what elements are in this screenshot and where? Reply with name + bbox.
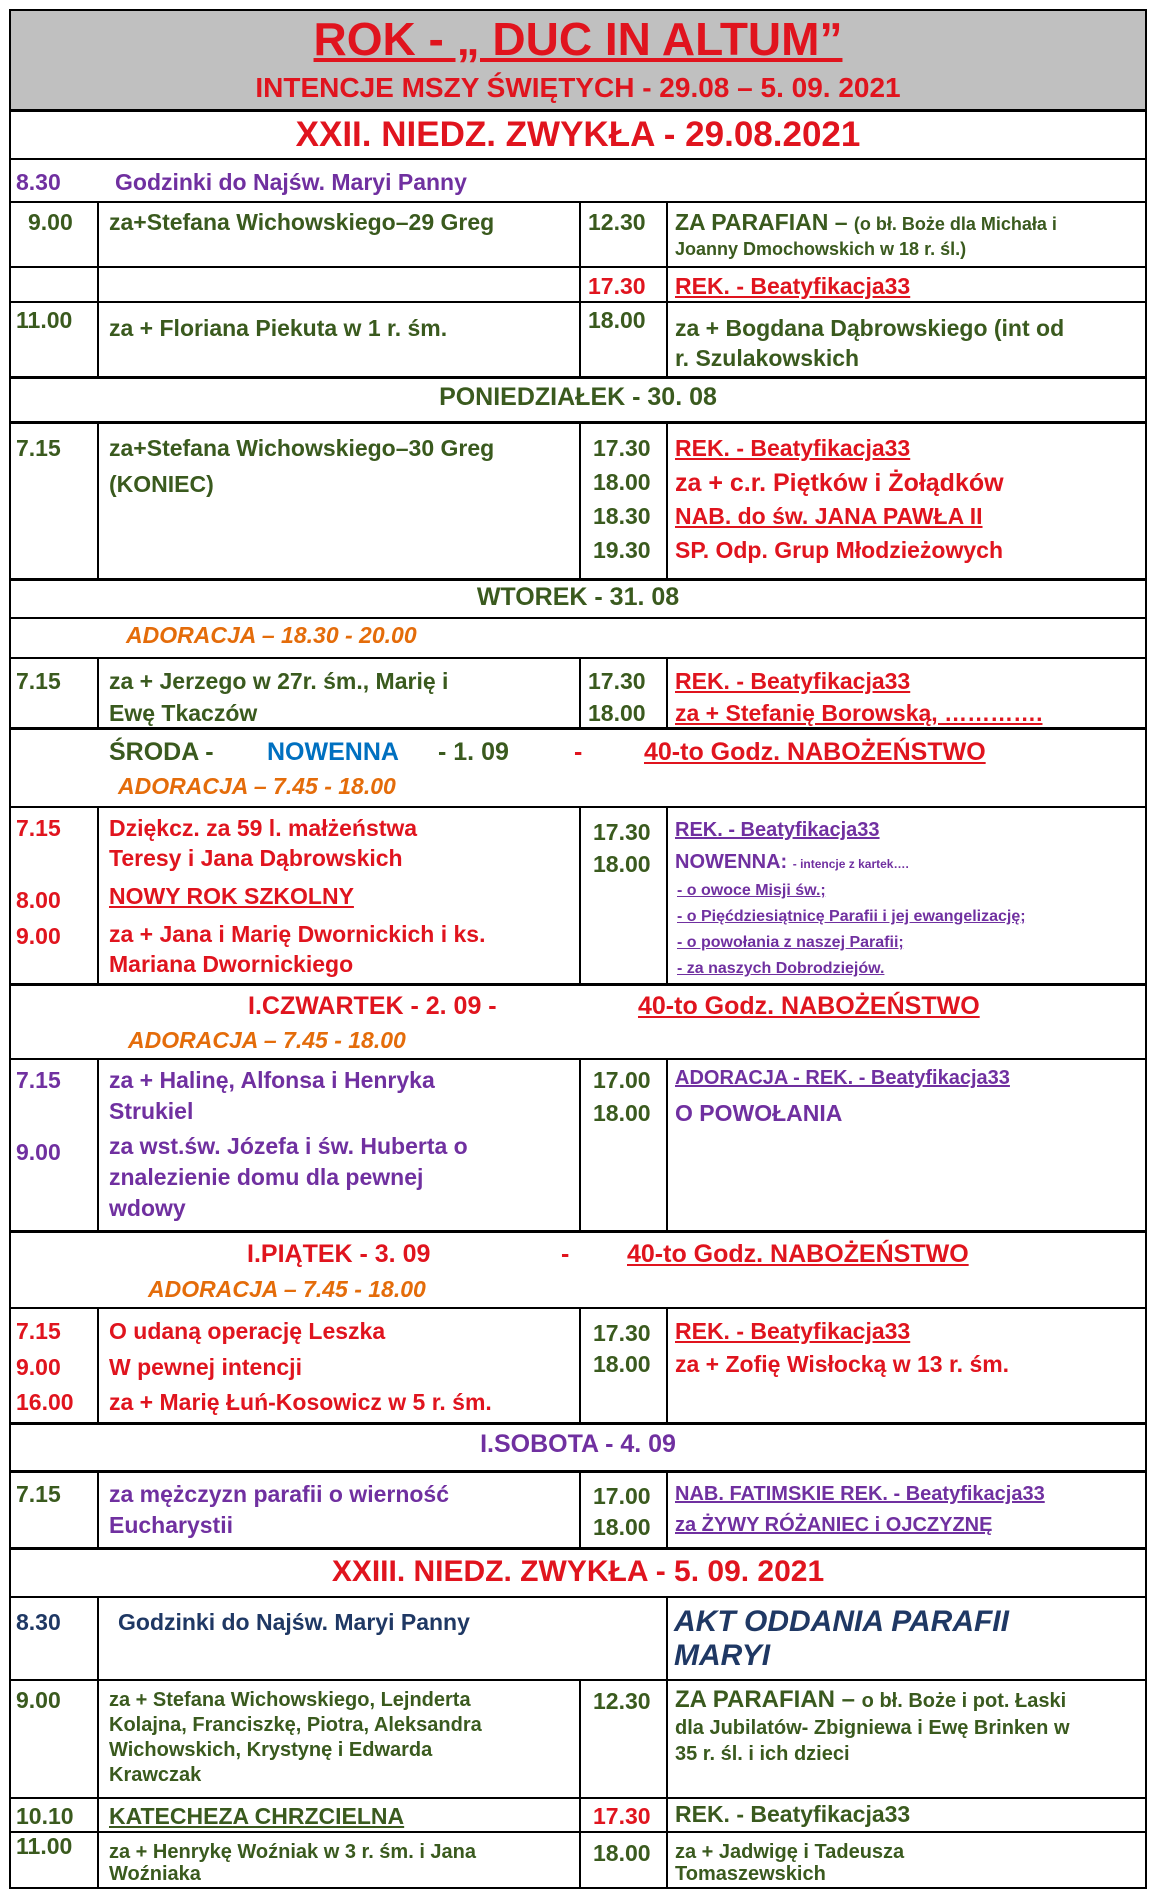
wed-dash: - bbox=[574, 738, 583, 766]
tue-adoration: ADORACJA – 18.30 - 20.00 bbox=[126, 622, 417, 648]
thu-time-1800: 18.00 bbox=[593, 1100, 651, 1126]
sun1-intention-900: za+Stefana Wichowskiego–29 Greg bbox=[109, 209, 495, 235]
fri-intention-1730: REK. - Beatyfikacja33 bbox=[675, 1318, 911, 1344]
sun1-intention-1230: ZA PARAFIAN – (o bł. Boże dla Michała i bbox=[675, 209, 1057, 235]
sun2-time-900: 9.00 bbox=[16, 1687, 61, 1713]
wed-time-900: 9.00 bbox=[16, 923, 61, 949]
sat-intention-1800: za ŻYWY RÓŻANIEC i OJCZYZNĘ bbox=[675, 1514, 993, 1536]
fri-intention-900: W pewnej intencji bbox=[109, 1354, 302, 1380]
wed-intention-900-line2: Mariana Dwornickiego bbox=[109, 951, 354, 977]
wed-novena-intention-3: - o powołania z naszej Parafii; bbox=[677, 934, 904, 951]
sun2-intention-1230: ZA PARAFIAN – o bł. Boże i pot. Łaski bbox=[675, 1686, 1067, 1713]
sun2-intention-900-line2: Kolajna, Franciszkę, Piotra, Aleksandra bbox=[109, 1714, 482, 1736]
fri-time-900: 9.00 bbox=[16, 1354, 61, 1380]
fri-time-715: 7.15 bbox=[16, 1318, 61, 1344]
mon-intention-1730: REK. - Beatyfikacja33 bbox=[675, 435, 911, 461]
thu-intention-1700: ADORACJA - REK. - Beatyfikacja33 bbox=[675, 1067, 1010, 1089]
sun2-intention-1230-line3: 35 r. śl. i ich dzieci bbox=[675, 1743, 850, 1765]
tue-intention-715: za + Jerzego w 27r. śm., Marię i bbox=[109, 668, 449, 694]
mon-time-715: 7.15 bbox=[16, 435, 61, 461]
thu-intention-900-line2: znalezienie domu dla pewnej bbox=[109, 1164, 424, 1190]
sun1-intention-1230-line2: Joanny Dmochowskich w 18 r. śl.) bbox=[675, 239, 967, 259]
fri-adoration: ADORACJA – 7.45 - 18.00 bbox=[148, 1276, 426, 1302]
thu-intention-900-line3: wdowy bbox=[109, 1195, 186, 1221]
sun2-intention-1230-line2: dla Jubilatów- Zbigniewa i Ewę Brinken w bbox=[675, 1717, 1070, 1739]
sun1-time-1800: 18.00 bbox=[588, 307, 646, 333]
monday-title: PONIEDZIAŁEK - 30. 08 bbox=[439, 383, 717, 411]
wed-time-1800: 18.00 bbox=[593, 851, 651, 877]
wed-intention-715-line2: Teresy i Jana Dąbrowskich bbox=[109, 845, 403, 871]
sun1-intention-830: Godzinki do Najśw. Maryi Panny bbox=[115, 169, 467, 195]
sun2-act-line1: AKT ODDANIA PARAFII bbox=[674, 1605, 1009, 1638]
sun1-intention-1730: REK. - Beatyfikacja33 bbox=[675, 273, 911, 299]
fri-dash: - bbox=[561, 1240, 570, 1268]
mass-intentions-sheet bbox=[9, 9, 1147, 1889]
sun1-intention-1800-line2: r. Szulakowskich bbox=[675, 345, 860, 371]
sunday-1-title: XXII. NIEDZ. ZWYKŁA - 29.08.2021 bbox=[295, 115, 861, 154]
sun2-time-1230: 12.30 bbox=[593, 1688, 651, 1714]
thu-intention-900: za wst.św. Józefa i św. Huberta o bbox=[109, 1133, 468, 1159]
thu-intention-1800: O POWOŁANIA bbox=[675, 1100, 843, 1126]
sun1-time-900: 9.00 bbox=[28, 209, 73, 235]
sun2-intention-900: za + Stefana Wichowskiego, Lejnderta bbox=[109, 1689, 471, 1711]
fri-day: I.PIĄTEK - 3. 09 bbox=[247, 1240, 431, 1268]
mon-time-1830: 18.30 bbox=[593, 503, 651, 529]
wed-novena-intention-4: - za naszych Dobrodziejów. bbox=[677, 960, 885, 977]
fri-time-1730: 17.30 bbox=[593, 1320, 651, 1346]
wed-intention-1730: REK. - Beatyfikacja33 bbox=[675, 819, 880, 841]
sun1-time-1100: 11.00 bbox=[16, 307, 73, 333]
mon-intention-715: za+Stefana Wichowskiego–30 Greg bbox=[109, 435, 495, 461]
sun2-intention-1100-line2: Woźniaka bbox=[109, 1863, 201, 1885]
fri-intention-1800: za + Zofię Wisłocką w 13 r. śm. bbox=[675, 1351, 1010, 1377]
mon-time-1730: 17.30 bbox=[593, 435, 651, 461]
wed-novena-intention-2: - o Pięćdziesiątnicę Parafii i jej ewangelizację; bbox=[677, 908, 1026, 925]
wed-novena: NOWENNA bbox=[267, 738, 399, 766]
sun2-intention-1100: za + Henrykę Woźniak w 3 r. śm. i Jana bbox=[109, 1841, 477, 1863]
sun1-intention-1800: za + Bogdana Dąbrowskiego (int od bbox=[675, 315, 1065, 341]
wed-intention-900: za + Jana i Marię Dwornickich i ks. bbox=[109, 921, 486, 947]
fri-time-1800: 18.00 bbox=[593, 1351, 651, 1377]
fri-time-1600: 16.00 bbox=[16, 1389, 74, 1415]
sun2-intention-1800: za + Jadwigę i Tadeusza bbox=[675, 1841, 905, 1863]
sun2-intention-1730: REK. - Beatyfikacja33 bbox=[675, 1801, 911, 1827]
mon-intention-1800: za + c.r. Piętków i Żołądków bbox=[675, 469, 1004, 497]
thu-time-1700: 17.00 bbox=[593, 1067, 651, 1093]
wed-special: 40-to Godz. NABOŻEŃSTWO bbox=[644, 738, 986, 766]
fri-intention-1600: za + Marię Łuń-Kosowicz w 5 r. śm. bbox=[109, 1389, 492, 1415]
tue-time-715: 7.15 bbox=[16, 668, 61, 694]
sat-time-715: 7.15 bbox=[16, 1481, 61, 1507]
tue-intention-1730: REK. - Beatyfikacja33 bbox=[675, 668, 911, 694]
wed-time-715: 7.15 bbox=[16, 815, 61, 841]
wed-intention-715: Dziękcz. za 59 l. małżeństwa bbox=[109, 815, 418, 841]
sat-time-1700: 17.00 bbox=[593, 1483, 651, 1509]
mon-time-1930: 19.30 bbox=[593, 537, 651, 563]
wed-date: - 1. 09 bbox=[438, 738, 509, 766]
sun1-time-830: 8.30 bbox=[16, 169, 61, 195]
tuesday-title: WTOREK - 31. 08 bbox=[476, 583, 680, 611]
sun1-time-1230: 12.30 bbox=[588, 209, 646, 235]
sun2-intention-1010: KATECHEZA CHRZCIELNA bbox=[109, 1803, 405, 1829]
tue-intention-1800: za + Stefanię Borowską, …………. bbox=[675, 700, 1043, 726]
wed-adoration: ADORACJA – 7.45 - 18.00 bbox=[118, 773, 396, 799]
sun2-time-830: 8.30 bbox=[16, 1609, 61, 1635]
wed-time-800: 8.00 bbox=[16, 887, 61, 913]
sat-intention-715-line2: Eucharystii bbox=[109, 1512, 233, 1538]
sun2-time-1100: 11.00 bbox=[16, 1833, 73, 1859]
tue-intention-715-line2: Ewę Tkaczów bbox=[109, 700, 258, 726]
sun2-time-1730: 17.30 bbox=[593, 1803, 651, 1829]
fri-special: 40-to Godz. NABOŻEŃSTWO bbox=[627, 1240, 969, 1268]
week-subtitle: INTENCJE MSZY ŚWIĘTYCH - 29.08 – 5. 09. 2021 bbox=[255, 72, 901, 103]
thu-intention-715-line2: Strukiel bbox=[109, 1098, 194, 1124]
wed-intention-800: NOWY ROK SZKOLNY bbox=[109, 883, 354, 909]
saturday-title: I.SOBOTA - 4. 09 bbox=[480, 1430, 676, 1458]
header bbox=[11, 11, 1145, 109]
mon-time-1800: 18.00 bbox=[593, 469, 651, 495]
sun2-time-1010: 10.10 bbox=[16, 1803, 74, 1829]
wed-intention-1800: NOWENNA: - intencje z kartek…. bbox=[675, 851, 909, 873]
sunday-2-title: XXIII. NIEDZ. ZWYKŁA - 5. 09. 2021 bbox=[331, 1555, 825, 1588]
thu-adoration: ADORACJA – 7.45 - 18.00 bbox=[128, 1027, 406, 1053]
sat-intention-1700: NAB. FATIMSKIE REK. - Beatyfikacja33 bbox=[675, 1483, 1045, 1505]
tue-time-1730: 17.30 bbox=[588, 668, 646, 694]
sat-intention-715: za mężczyzn parafii o wierność bbox=[109, 1481, 450, 1507]
fri-intention-715: O udaną operację Leszka bbox=[109, 1318, 386, 1344]
thu-time-715: 7.15 bbox=[16, 1067, 61, 1093]
wed-time-1730: 17.30 bbox=[593, 819, 651, 845]
sun2-act-line2: MARYI bbox=[674, 1639, 771, 1672]
tue-time-1800: 18.00 bbox=[588, 700, 646, 726]
sun2-intention-900-line4: Krawczak bbox=[109, 1764, 202, 1786]
sun2-intention-830: Godzinki do Najśw. Maryi Panny bbox=[118, 1609, 470, 1635]
year-title: ROK - „ DUC IN ALTUM” bbox=[313, 13, 843, 65]
thu-day: I.CZWARTEK - 2. 09 - bbox=[248, 992, 497, 1020]
sun2-intention-900-line3: Wichowskich, Krystynę i Edwarda bbox=[109, 1739, 433, 1761]
thu-time-900: 9.00 bbox=[16, 1139, 61, 1165]
sun2-time-1800: 18.00 bbox=[593, 1840, 651, 1866]
wed-day: ŚRODA - bbox=[109, 738, 214, 766]
mon-intention-715-line2: (KONIEC) bbox=[109, 471, 214, 497]
sat-time-1800: 18.00 bbox=[593, 1514, 651, 1540]
mon-intention-1930: SP. Odp. Grup Młodzieżowych bbox=[675, 537, 1003, 563]
mon-intention-1830: NAB. do św. JANA PAWŁA II bbox=[675, 503, 983, 529]
thu-special: 40-to Godz. NABOŻEŃSTWO bbox=[638, 992, 980, 1020]
sun1-intention-1100: za + Floriana Piekuta w 1 r. śm. bbox=[109, 315, 448, 341]
wed-novena-intention-1: - o owoce Misji św.; bbox=[677, 882, 826, 899]
sun1-time-1730: 17.30 bbox=[588, 273, 646, 299]
thu-intention-715: za + Halinę, Alfonsa i Henryka bbox=[109, 1067, 435, 1093]
sun2-intention-1800-line2: Tomaszewskich bbox=[675, 1863, 826, 1885]
